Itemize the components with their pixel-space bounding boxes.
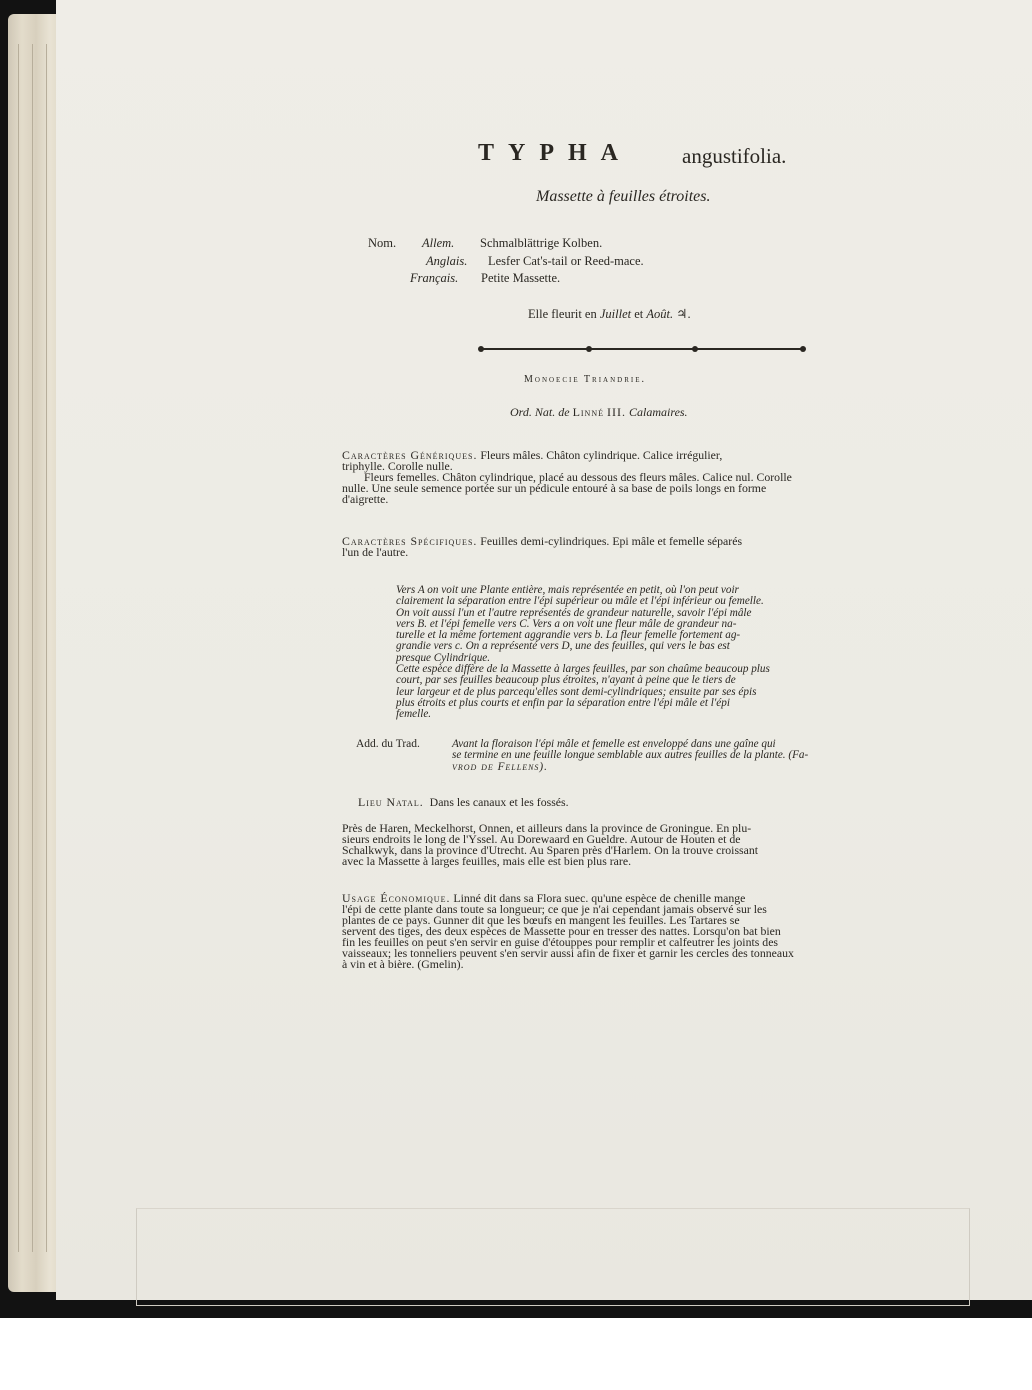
names-allem: Schmalblättrige Kolben. — [480, 236, 603, 250]
ordre-prefix: Ord. Nat. de — [510, 405, 570, 419]
figure-note-line: grandie vers c. On a représenté vers D, une des feuilles, qui vers le bas est — [396, 640, 730, 653]
specific-line: Feuilles demi-cylindriques. Epi mâle et femelle séparés — [480, 534, 743, 548]
usage-line: fin les feuilles on peut s'en servir en guise d'étouppes pour remplir et calfeutrer les joints des — [342, 935, 779, 949]
addition-line: se termine en une feuille longue semblable aux autres feuilles de la plante. (Fa- — [452, 749, 809, 762]
economic-use-heading: Usage Économique. — [342, 891, 451, 905]
specific-first-line — [342, 536, 944, 547]
generic-heading: Caractères Génériques. — [342, 448, 478, 462]
flowering-conj: et — [634, 307, 644, 321]
translator-addition-label: Add. du Trad. — [356, 738, 420, 750]
localities — [342, 823, 944, 867]
flowering-month2: Août. — [646, 307, 674, 321]
flowering-month1: Juillet — [599, 307, 632, 321]
native-habitat-line — [358, 795, 569, 810]
subtitle: Massette à feuilles étroites. — [536, 188, 711, 205]
difference-line: court, par ses feuilles beaucoup plus étroites, n'ayant à peine que le tiers de — [396, 674, 736, 687]
specific-characters — [342, 536, 944, 558]
generic-characters — [342, 450, 944, 505]
difference-line: femelle. — [396, 708, 432, 721]
difference-line: plus étroits et plus courts et enfin par la séparation entre l'épi mâle et l'épi — [396, 696, 730, 709]
specific-heading: Caractères Spécifiques. — [342, 534, 478, 548]
locality-line: Près de Haren, Meckelhorst, Onnen, et ailleurs dans la province de Groningue. En plu- — [342, 821, 752, 835]
generic-line: triphylle. Corolle nulle. — [342, 459, 453, 473]
names-francais-lang: Français. — [410, 271, 459, 285]
figure-note-line: vers B. et l'épi femelle vers C. Vers a on voit une fleur mâle de grandeur na- — [396, 617, 737, 630]
difference-line: Cette espèce diffère de la Massette à larges feuilles, par son chaûme beaucoup plus — [396, 663, 770, 676]
figure-note-line: clairement la séparation entre l'épi supérieur ou mâle et l'épi inférieur ou femelle. — [396, 595, 764, 608]
usage-line: servent des tiges, des deux espèces de Massette pour en tresser des nattes. Lorsqu'on bat bien — [342, 924, 781, 938]
figure-note-line: On voit aussi l'un et l'autre représentés de grandeur naturelle, savoir l'épi mâle — [396, 606, 752, 619]
translator-addition — [452, 739, 808, 773]
usage-line: plantes de ce pays. Gunner dit que les bœufs en mangent les feuilles. Les Tartares se — [342, 913, 740, 927]
generic-line: Fleurs femelles. Châton cylindrique, placé au dessous des fleurs mâles. Calice nul. Corolle — [364, 470, 792, 484]
generic-line: nulle. Une seule semence portée sur un pédicule entouré à sa base de poils longs en forme — [342, 481, 767, 495]
locality-line: sieurs endroits le long de l'Yssel. Au Dorewaard en Gueldre. Autour de Houten et de — [342, 832, 741, 846]
perennial-symbol: ♃. — [676, 307, 691, 321]
ordre-num: III. — [607, 405, 626, 419]
economic-use — [342, 893, 948, 970]
figure-note-line: Vers A on voit une Plante entière, mais représentée en petit, où l'on peut voir — [396, 584, 739, 596]
figure-note-line: presque Cylindrique. — [396, 651, 491, 664]
flowering-prefix: Elle fleurit en — [528, 307, 597, 321]
figure-notes — [396, 585, 770, 721]
locality-line: avec la Massette à larges feuilles, mais elle est bien plus rare. — [342, 854, 632, 868]
title-species: angustifolia. — [682, 144, 787, 168]
page-text — [56, 0, 1032, 1300]
specific-line: l'un de l'autre. — [342, 545, 409, 559]
flowering-line — [528, 306, 691, 322]
addition-line: Avant la floraison l'épi mâle et femelle est enveloppé dans une gaîne qui — [452, 738, 776, 750]
usage-line: à vin et à bière. (Gmelin). — [342, 957, 464, 971]
book-page — [56, 0, 1032, 1300]
addition-line: vrod de Fellens). — [452, 760, 548, 773]
generic-line: d'aigrette. — [342, 492, 389, 506]
usage-line: vaisseaux; les tonneliers peuvent s'en servir aussi afin de fixer et garnir les cercles des tonneaux — [342, 946, 794, 960]
ornamental-rule — [478, 345, 808, 353]
generic-line: Fleurs mâles. Châton cylindrique. Calice irrégulier, — [480, 448, 723, 462]
figure-note-line: turelle et la même fortement aggrandie vers b. La fleur femelle fortement ag- — [396, 629, 741, 642]
usage-line: l'épi de cette plante dans toute sa longueur; ce que je n'ai cependant jamais observé sur les — [342, 902, 767, 916]
names-anglais: Lesfer Cat's-tail or Reed-mace. — [488, 254, 644, 268]
difference-line: leur largeur et de plus parcequ'elles sont demi-cylindriques; ensuite par ses épis — [396, 685, 757, 698]
ordre-name: Calamaires. — [629, 405, 688, 419]
title-genus: TYPHA — [478, 140, 632, 166]
locality-line: Schalkwyk, dans la province d'Utrecht. Au Sparen près d'Harlem. On la trouve croissant — [342, 843, 759, 857]
classification-classe: Monoecie Triandrie. — [524, 374, 646, 385]
names-label: Nom. — [368, 236, 397, 250]
classification-ordre — [510, 405, 688, 420]
names-francais: Petite Massette. — [481, 271, 561, 285]
native-habitat-text: Dans les canaux et les fossés. — [429, 795, 569, 809]
names-anglais-lang: Anglais. — [426, 254, 468, 268]
ordre-linne: Linné — [572, 405, 604, 419]
usage-line: Linné dit dans sa Flora suec. qu'une espèce de chenille mange — [453, 891, 746, 905]
names-allem-lang: Allem. — [422, 236, 455, 250]
native-habitat-heading: Lieu Natal. — [358, 795, 424, 809]
